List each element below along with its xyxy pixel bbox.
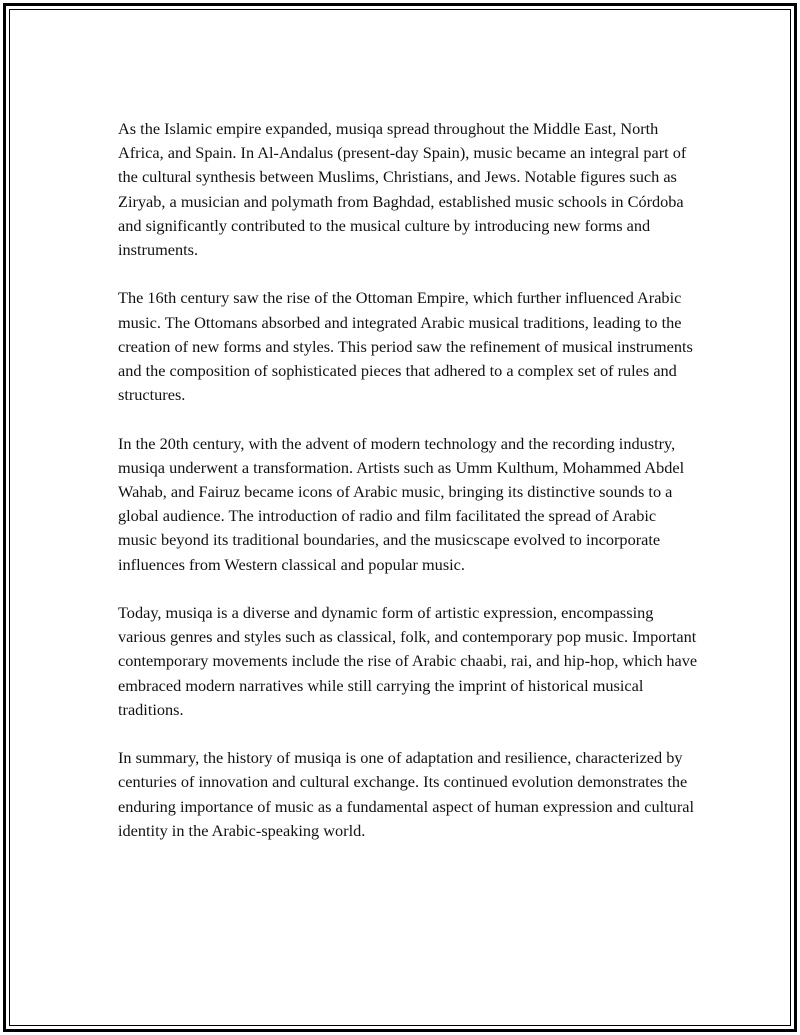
paragraph-summary: In summary, the history of musiqa is one of adaptation and resilience, characterized by centuries of innovation and cultural exchange. Its continued evolution demonstrates the enduring importance of music as a fundamental aspect of human expression and cultural identity in the Arabic-speaking world. <box>118 748 694 840</box>
document-body <box>118 117 698 867</box>
paragraph-20th-century: In the 20th century, with the advent of modern technology and the recording industry, musiqa underwent a transformation. Artists such as Umm Kulthum, Mohammed Abdel Wahab, and Fairuz became icons of Arabic music, bringing its distinctive sounds to a global audience. The introduction of radio and film facilitated the spread of Arabic music beyond its traditional boundaries, and the musicscape evolved to incorporate influences from Western classical and popular music. <box>118 433 685 574</box>
paragraph-ottoman-empire: The 16th century saw the rise of the Ottoman Empire, which further influenced Arabic music. The Ottomans absorbed and integrated Arabic musical traditions, leading to the creation of new forms and styles. This period saw the refinement of musical instruments and the composition of sophisticated pieces that adhered to a complex set of rules and structures. <box>118 288 693 405</box>
paragraph-today: Today, musiqa is a diverse and dynamic form of artistic expression, encompassing various genres and styles such as classical, folk, and contemporary pop music. Important contemporary movements include the rise of Arabic chaabi, rai, and hip-hop, which have embraced modern narratives while still carrying the imprint of historical musical traditions. <box>118 603 698 719</box>
paragraph-al-andalus: As the Islamic empire expanded, musiqa spread throughout the Middle East, North Africa, and Spain. In Al-Andalus (present-day Spain), music became an integral part of the cultural synthesis between Muslims, Christians, and Jews. Notable figures such as Ziryab, a musician and polymath from Baghdad, established music schools in Córdoba and significantly contributed to the musical culture by introducing new forms and instruments. <box>118 119 687 260</box>
